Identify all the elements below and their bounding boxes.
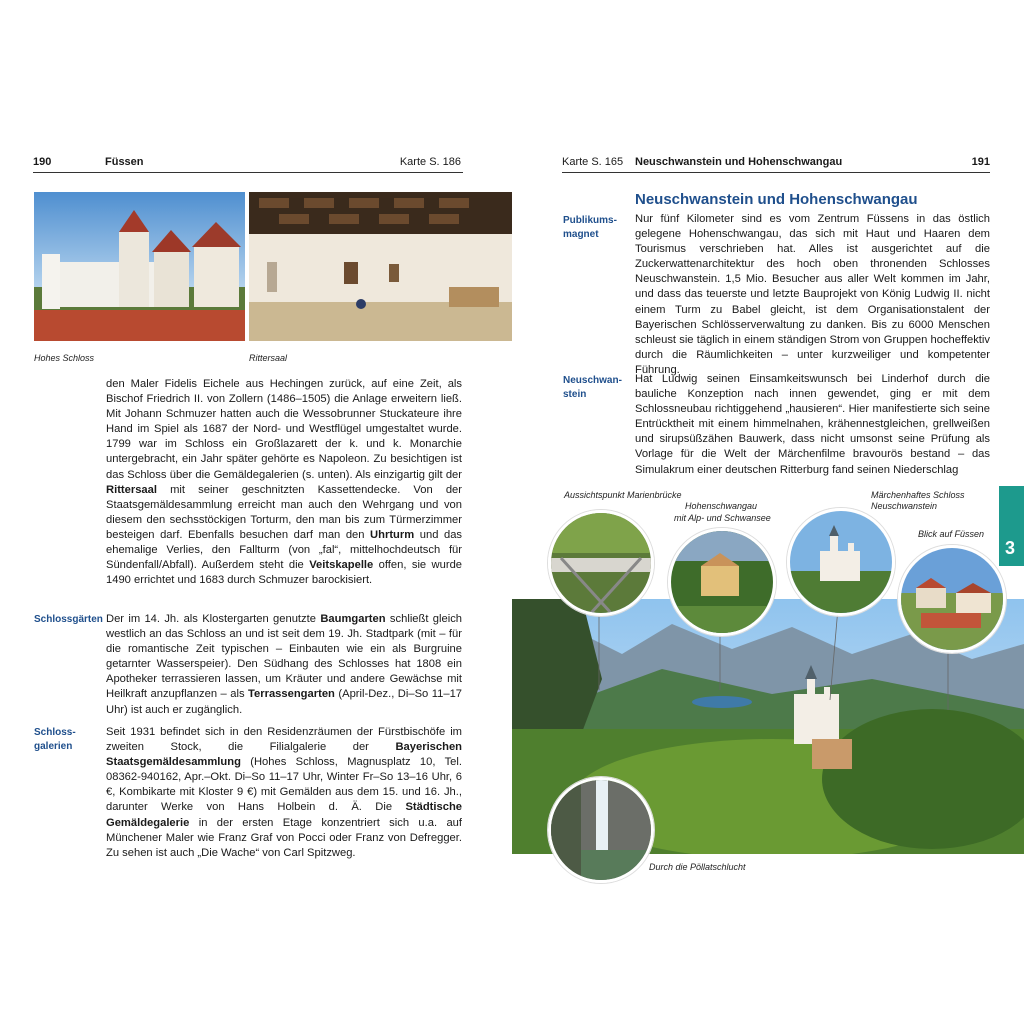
term-rittersaal: Rittersaal: [106, 483, 157, 496]
term-terrassengarten: Terrassengarten: [248, 688, 335, 701]
sidenote-neuschwanstein: Neuschwan- stein: [563, 375, 622, 400]
term-staedtische-gemaeldegalerie: Städtische Gemäldegalerie: [106, 801, 463, 829]
caption-hohenschwangau-line2: mit Alp- und Schwansee: [674, 513, 771, 523]
page-number: 190: [33, 156, 52, 168]
map-reference: Karte S. 165: [562, 156, 624, 168]
hohes-schloss-photo: [34, 192, 245, 341]
paragraph-castle-history: den Maler Fidelis Eichele aus Hechingen zurück, auf eine Zeit, als Bischof Friedrich II. von Zollern (1486–1505) die Anlage erweitern ließ. Mit Johann Schmuzer hatten auch die Wessobrunner Stuckateure ihre Hand im Spiel als 1687 der Nord- und Westflügel umgestaltet wurde. 1799 war im Schloss ein Großlazarett der k. und k. Monarchie untergebracht, ein Jahr später gehörte es Napoleon. Zu besichtigen ist das Schloss über die Gemäldegalerien (s. unten). Als einzigartig gilt der Rittersaal mit seiner geschnitzten Kassettendecke. Von der Staatsgemäldesammlung erreicht man auch den Wehrgang und von diesem den sechsstöckigen Torturm, den man bis zum Türmerzimmer besteigen darf. Ebenfalls besuchen darf man den Uhrturm und das ehemalige Verlies, den Fallturm (von „fal“, mittelhochdeutsch für Sündenfall/Abfall). Außerdem steht die Veitskapelle offen, sie wurde 1490 errichtet und 1683 durch Schmuzer barockisiert.: [106, 378, 463, 587]
page-number: 191: [971, 156, 990, 168]
chapter-tab: 3: [999, 486, 1024, 566]
neuschwanstein-circle-photo: [787, 508, 895, 616]
caption-rittersaal: Rittersaal: [249, 353, 288, 363]
caption-fuessen: Blick auf Füssen: [918, 529, 985, 539]
fuessen-circle-photo: [898, 545, 1006, 653]
caption-neuschwanstein-line2: Neuschwanstein: [871, 501, 938, 511]
sidenote-schlossgalerien: Schloss- galerien: [34, 727, 76, 752]
sidenote-schlossgaerten: Schlossgärten: [34, 614, 103, 625]
section-title: Neuschwanstein und Hohenschwangau: [635, 191, 918, 208]
paragraph-galleries: Seit 1931 befindet sich in den Residenzräumen der Fürstbischöfe im zweiten Stock, die Filialgalerie der Bayerischen Staatsgemäldesammlung (Hohes Schloss, Magnusplatz 10, Tel. 08362-940162, Apr.–Okt. Di–So 11–17 Uhr, Winter Fr–So 13–16 Uhr, 6 €, Kombikarte mit Kloster 9 €) mit Gemälden aus dem 15. und 16. Jh., darunter Werke von Hans Holbein d. Ä. Die Städtische Gemäldegalerie in der ersten Etage konzentriert sich u.a. auf Münchener Maler wie Franz Graf von Pocci oder Franz von Defregger. Zu sehen ist auch „Die Wache“ von Carl Spitzweg.: [106, 726, 463, 859]
caption-neuschwanstein-line1: Märchenhaftes Schloss: [871, 490, 965, 500]
sidenote-publikumsmagnet: Publikums- magnet: [563, 215, 617, 240]
paragraph-gardens: Der im 14. Jh. als Klostergarten genutzte Baumgarten schließt gleich westlich an das Schloss an und ist seit dem 19. Jh. Stadtpark (mit – für die romantische Zeit typischen – Einbauten wie ein als Burgruine getarnter Wasserspeier). Den Südhang des Schlosses hat 1808 ein Apotheker terrassieren lassen, um Kräuter und andere Gewächse mit Heilkraft anzupflanzen – als Terrassengarten (April-Dez., Di–So 11–17 Uhr) ist auch er zugänglich.: [106, 613, 463, 716]
map-reference: Karte S. 186: [399, 156, 461, 168]
caption-marienbruecke: Aussichtspunkt Marienbrücke: [564, 490, 682, 500]
header-section: Neuschwanstein und Hohenschwangau: [635, 156, 843, 168]
hohenschwangau-circle-photo: [668, 528, 776, 636]
running-header-left: [33, 154, 463, 173]
caption-hohes-schloss: Hohes Schloss: [34, 353, 95, 363]
marienbruecke-circle-photo: [548, 510, 654, 616]
caption-hohenschwangau-line1: Hohenschwangau: [685, 501, 758, 511]
rittersaal-photo: [249, 192, 512, 341]
term-uhrturm: Uhrturm: [370, 528, 415, 541]
term-baumgarten: Baumgarten: [320, 613, 386, 625]
header-section: Füssen: [105, 156, 144, 168]
paragraph-neuschwanstein: Hat Ludwig seinen Einsamkeitswunsch bei Linderhof durch die bauliche Konzeption nach innen gewendet, ging er mit dem Schlossneubau richtiggehend „hausieren“. Hier manifestierte sich seine Entrücktheit mit einem himmelnahen, krähennestgleichen, grellweißen und sirupsüßzähen Bauwerk, dass nicht umsonst seine Prüfung als Vorlage für die Welt der Märchenfilme bravourös bestand – das Simulakrum einer deutschen Ritterburg fand seinen Niederschlag: [635, 373, 990, 476]
poellatschlucht-circle-photo: [548, 777, 654, 883]
paragraph-hohenschwangau: Nur fünf Kilometer sind es vom Zentrum Füssens in das östlich gelegene Hohenschwangau, das sich mit Haut und Haaren dem Tourismus verschrieben hat. Alles ist ausgerichtet auf die Zuckerwattenarchitektur des hoch oben thronenden Schlosses Neuschwanstein. 1,5 Mio. Besucher aus aller Welt kommen im Jahr, und dass das teuerste und letzte Bauprojekt von König Ludwig II. nicht einem Turm zu Babel gleicht, ist dem Organisationstalent der Bayerischen Schlösserverwaltung zu danken. Bis zu 6000 Menschen schleust sie täglich in einem ständigen Strom von Gruppen hocheffektiv durch die Räumlichkeiten – unter kurzweiliger und kompetenter Führung.: [635, 213, 990, 376]
term-veitskapelle: Veitskapelle: [309, 559, 374, 572]
term-staatsgemaeldesammlung: Bayerischen Staatsgemäldesammlung: [106, 741, 463, 769]
caption-poellatschlucht: Durch die Pöllatschlucht: [649, 862, 746, 872]
running-header-right: [562, 154, 990, 173]
